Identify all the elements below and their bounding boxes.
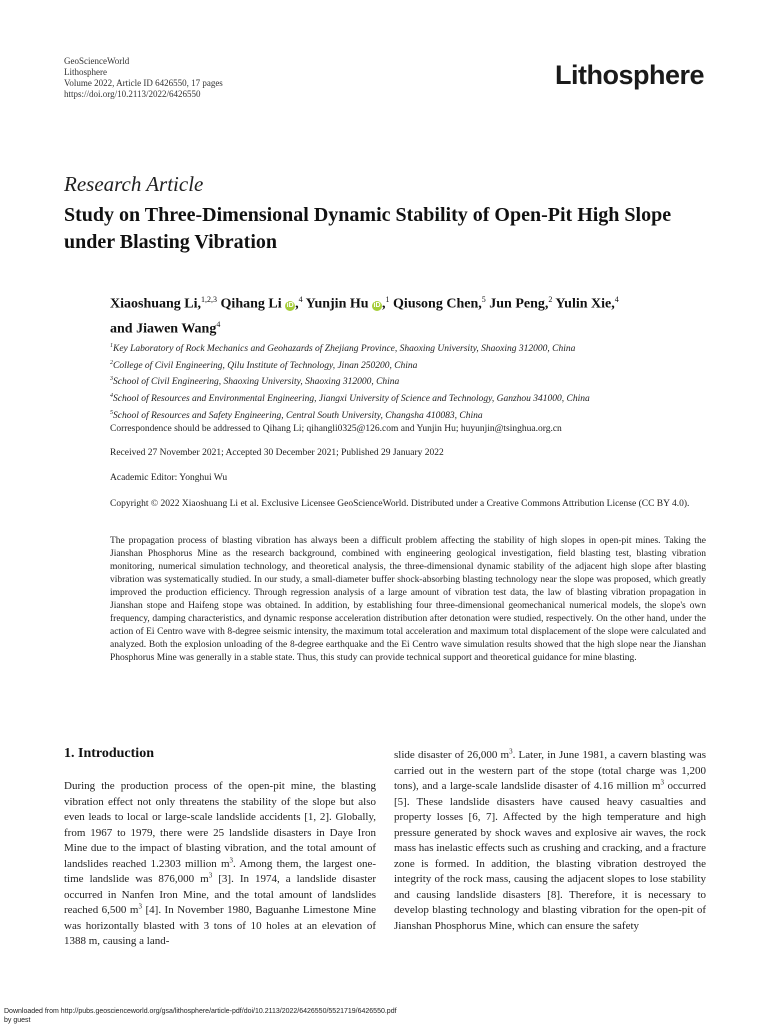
affiliation-item: $^3$School of Civil Engineering, Shaoxing University, Shaoxing 312000, China: [110, 376, 400, 388]
author-affil-sup: 4: [614, 295, 619, 304]
copyright-notice: Copyright © 2022 Xiaoshuang Li et al. Exclusive Licensee GeoScienceWorld. Distributed under a Creative Commons Attribution License (CC BY 4.0).: [110, 499, 690, 509]
abstract-text: The propagation process of blasting vibration has always been a difficult problem affecting the stability of high slopes in open-pit mines. Taking the Jianshan Phosphorus Mine as the research background, combined with engineering geological investigation, field blasting test, blasting vibration monitoring, numerical simulation technology, and theoretical analysis, the three-dimensional dynamic stability of the adjacent high slope after blasting vibration was systematically studied. In our study, a small-diameter buffer shock-absorbing blasting technology near the slope was proposed, which greatly improved the production efficiency. Through regression analysis of a large amount of vibration test data, the law of blasting vibration propagation in Jianshan stope and Haifeng stope was obtained. In addition, by establishing four three-dimensional geomechanical numerical models, the slope's own frequency, damping characteristics, and dynamic response acceleration distribution after detonation were studied, respectively. On the other hand, under the action of Ei Centro wave with 8-degree seismic intensity, the maximum total acceleration and maximum total displacement of the slope were calculated and analyzed. Both the explosion unloading of the 8-degree earthquake and the Ei Centro wave simulation results showed that the high slope near the Jianshan Phosphorus Mine was generally in a stable state. Thus, this study can provide technical support and theoretical guidance for mine blasting.: [110, 536, 706, 664]
volume-info: Volume 2022, Article ID 6426550, 17 pages: [64, 78, 223, 88]
header-meta: [64, 56, 223, 100]
author-affil-sup: 4: [298, 295, 303, 304]
article-title: Study on Three-Dimensional Dynamic Stability of Open-Pit High Slope under Blasting Vibration: [64, 204, 672, 253]
author-affil-sup: 2: [548, 295, 553, 304]
doi-link[interactable]: https://doi.org/10.2113/2022/6426550: [64, 89, 201, 99]
download-footer: [4, 1007, 397, 1025]
body-column-right: slide disaster of 26,000 $m^3$. Later, in June 1981, a cavern blasting was carried out in the western part of the stope (total charge was 1,200 tons), and a large-scale landslide disaster of 4.16 million $m^3$ occurred [5]. These landslide disasters have caused heavy casualties and property losses [6, 7]. Affected by the high temperature and high pressure generated by shock waves and explosive air waves, the rock mass has inelastic effects such as crushing and cracking, and a fracture zone is formed. In addition, the blasting vibration destroyed the integrity of the rock mass, causing the adjacent slopes to lose stability and causing landslide disasters [8]. Therefore, it is necessary to develop blasting technology and blasting vibration for the open-pit of Jianshan Phosphorus Mine, which can ensure the safety: [394, 747, 706, 932]
author-name[interactable]: Qiusong Chen,: [393, 296, 482, 312]
body-column-left: During the production process of the open-pit mine, the blasting vibration effect not only threatens the stability of the slope but also even leads to local or large-scale landslide accidents [1, 2]. Globally, from 1967 to 1979, there were 25 landslide disasters in Daye Iron Mine due to the impact of blasting vibration, and the total amount of landslides reached 1.2303 million $m^3$. Among them, the largest one-time landslide was 876,000 $m^3$ [3]. In 1974, a landslide disaster occurred in Nanfen Iron Mine, and the total amount of landslides reached 6,500 $m^3$ [4]. In November 1980, Baguanhe Limestone Mine was horizontally blasted with 3 tons of 10 holes at an elevation of 1388 m, causing a land-: [64, 780, 377, 947]
affiliation-item: $^5$School of Resources and Safety Engineering, Central South University, Changsha 410083, China: [110, 409, 483, 421]
author-affil-sup: 1,2,3: [201, 295, 218, 304]
author-affil-sup: 4: [216, 319, 221, 329]
affiliation-item: $^2$College of Civil Engineering, Qilu Institute of Technology, Jinan 250200, China: [110, 359, 418, 371]
author-name[interactable]: Yulin Xie,: [555, 296, 615, 312]
author-affil-sup: 1: [385, 295, 390, 304]
orcid-icon[interactable]: iD: [286, 301, 294, 309]
section-heading: 1. Introduction: [64, 746, 154, 761]
author-name[interactable]: Jun Peng,: [489, 296, 549, 312]
correspondence: Correspondence should be addressed to Qihang Li; qihangli0325@126.com and Yunjin Hu; huyunjin@tsinghua.org.cn: [110, 424, 562, 434]
orcid-icon[interactable]: iD: [373, 301, 381, 309]
academic-editor: Academic Editor: Yonghui Wu: [110, 473, 228, 483]
author-name[interactable]: Yunjin Hu: [305, 296, 369, 312]
journal-logo: Lithosphere: [554, 60, 704, 90]
author-list: Xiaoshuang Li,$^{1,2,3}$ Qihang Li iD ,$^4$ Yunjin Hu iD ,$^1$ Qiusong Chen,$^5$ Jun Peng,$^2$ Yulin Xie,$^4$ and Jiawen Wang$^4$: [110, 295, 619, 337]
affiliation-item: $^4$School of Resources and Environmental Engineering, Jiangxi University of Science and Technology, Ganzhou 341000, China: [110, 392, 590, 405]
article-type: Research Article: [64, 172, 204, 196]
download-by: by guest: [4, 1017, 31, 1024]
author-name[interactable]: Qihang Li: [220, 296, 282, 312]
author-affil-sup: 5: [481, 295, 486, 304]
author-name[interactable]: Xiaoshuang Li,: [110, 296, 202, 312]
journal-name: Lithosphere: [64, 67, 107, 77]
affiliation-item: $^1$Key Laboratory of Rock Mechanics and Geohazards of Zhejiang Province, Shaoxing University, Shaoxing 312000, China: [110, 343, 576, 355]
download-url[interactable]: Downloaded from http://pubs.geoscienceworld.org/gsa/lithosphere/article-pdf/doi/10.2113/2022/6426550/5521719/6426550.pdf: [4, 1008, 397, 1015]
article-dates: Received 27 November 2021; Accepted 30 December 2021; Published 29 January 2022: [110, 448, 444, 458]
affiliation-list: [110, 340, 710, 423]
publisher-name: GeoScienceWorld: [64, 56, 130, 66]
author-name[interactable]: and Jiawen Wang: [110, 321, 217, 337]
